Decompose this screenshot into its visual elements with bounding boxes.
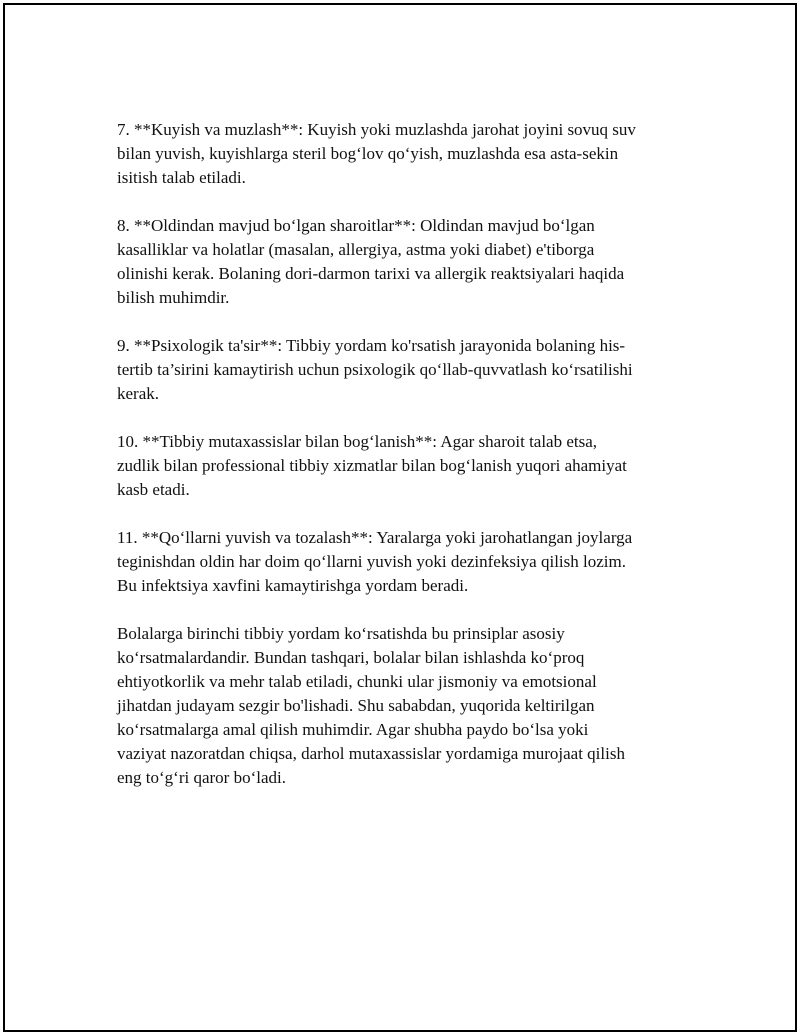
paragraph-item-7: 7. **Kuyish va muzlash**: Kuyish yoki muzlashda jarohat joyini sovuq suv bilan yuvish, kuyishlarga steril bog‘lov qo‘yish, muzlashda esa asta-sekin isitish talab etiladi.: [117, 120, 636, 187]
paragraph-item-10: 10. **Tibbiy mutaxassislar bilan bog‘lanish**: Agar sharoit talab etsa, zudlik bilan professional tibbiy xizmatlar bilan bog‘lanish yuqori ahamiyat kasb etadi.: [117, 432, 627, 499]
paragraph-item-11: 11. **Qo‘llarni yuvish va tozalash**: Yaralarga yoki jarohatlangan joylarga teginishdan oldin har doim qo‘llarni yuvish yoki dezinfeksiya qilish lozim. Bu infektsiya xavfini kamaytirishga yordam beradi.: [117, 528, 633, 595]
conclusion-paragraph: Bolalarga birinchi tibbiy yordam ko‘rsatishda bu prinsiplar asosiy ko‘rsatmalardandir. Bundan tashqari, bolalar bilan ishlashda ko‘proq ehtiyotkorlik va mehr talab etiladi, chunki ular jismoniy va emotsional jihatdan judayam sezgir bo'lishadi. Shu sababdan, yuqorida keltirilgan ko‘rsatmalarga amal qilish muhimdir. Agar shubha paydo bo‘lsa yoki vaziyat nazoratdan chiqsa, darhol mutaxassislar yordamiga murojaat qilish eng to‘g‘ri qaror bo‘ladi.: [117, 624, 625, 787]
paragraph-item-9: 9. **Psixologik ta'sir**: Tibbiy yordam ko'rsatish jarayonida bolaning his- tertib ta’sirini kamaytirish uchun psixologik qo‘llab-quvvatlash ko‘rsatilishi kerak.: [117, 336, 633, 403]
paragraph-item-8: 8. **Oldindan mavjud bo‘lgan sharoitlar**: Oldindan mavjud bo‘lgan kasalliklar va holatlar (masalan, allergiya, astma yoki diabet) e'tiborga olinishi kerak. Bolaning dori-darmon tarixi va allergik reaktsiyalari haqida bilish muhimdir.: [117, 216, 625, 307]
document-body: [117, 118, 687, 814]
